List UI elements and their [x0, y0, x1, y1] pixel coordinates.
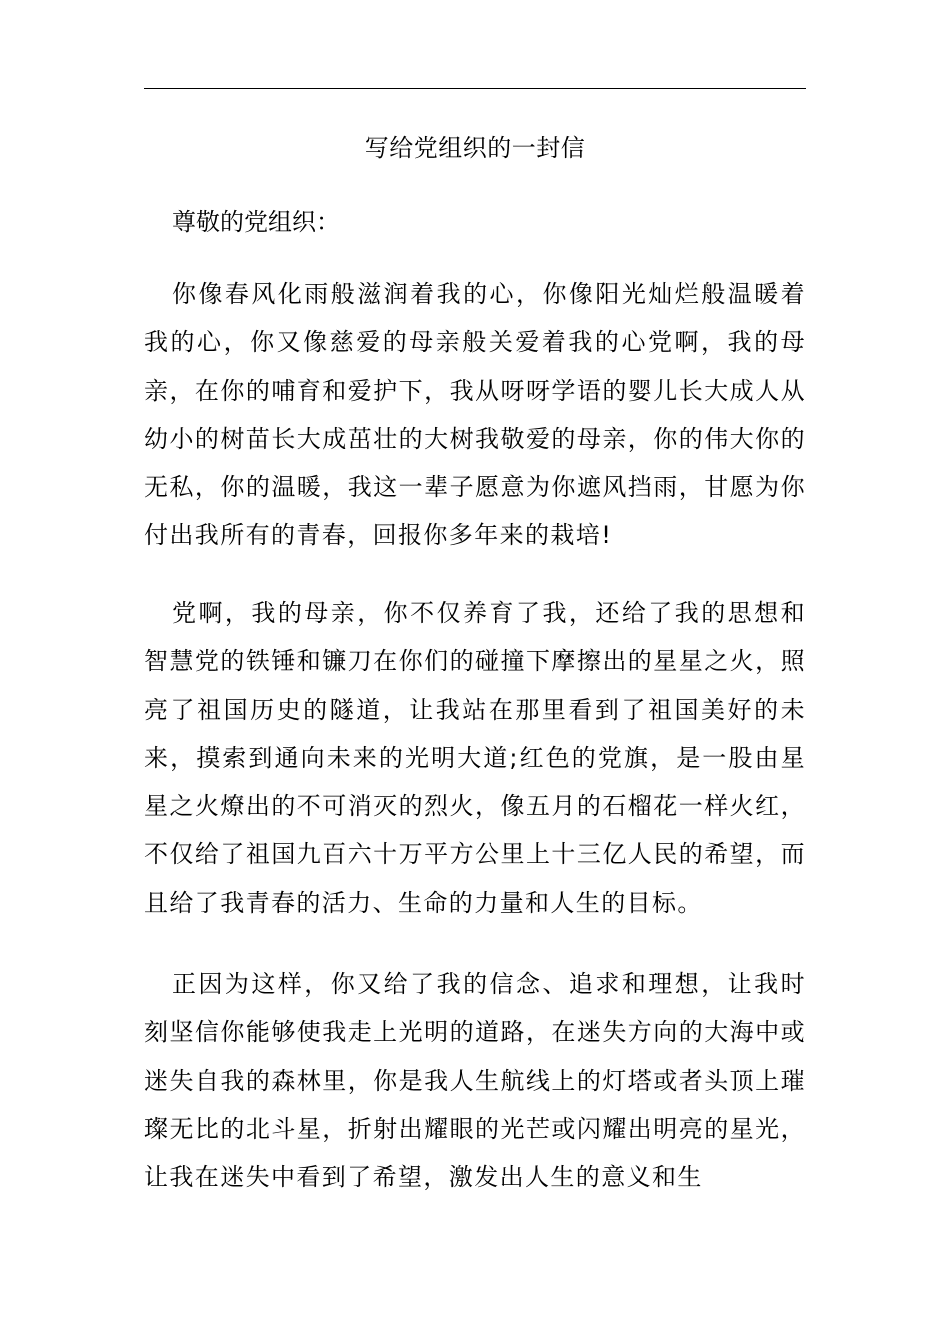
paragraph-3: 正因为这样，你又给了我的信念、追求和理想，让我时刻坚信你能够使我走上光明的道路，在迷失方向的大海中或迷失自我的森林里，你是我人生航线上的灯塔或者头顶上璀璨无比的北斗星，折射出耀眼的光芒或闪耀出明亮的星光，让我在迷失中看到了希望，激发出人生的意义和生	[144, 970, 806, 1192]
document-title: 写给党组织的一封信	[364, 134, 586, 162]
paragraph-1: 你像春风化雨般滋润着我的心，你像阳光灿烂般温暖着我的心，你又像慈爱的母亲般关爱着我的心党啊，我的母亲，在你的哺育和爱护下，我从呀呀学语的婴儿长大成人从幼小的树苗长大成茁壮的大树我敬爱的母亲，你的伟大你的无私，你的温暖，我这一辈子愿意为你遮风挡雨，甘愿为你付出我所有的青春，回报你多年来的栽培!	[144, 280, 806, 550]
header-rule	[144, 88, 806, 89]
salutation: 尊敬的党组织：	[172, 208, 340, 236]
paragraph-2: 党啊，我的母亲，你不仅养育了我，还给了我的思想和智慧党的铁锤和镰刀在你们的碰撞下摩擦出的星星之火，照亮了祖国历史的隧道，让我站在那里看到了祖国美好的未来，摸索到通向未来的光明大道;红色的党旗，是一股由星星之火燎出的不可消灭的烈火，像五月的石榴花一样火红，不仅给了祖国九百六十万平方公里上十三亿人民的希望，而且给了我青春的活力、生命的力量和人生的目标。	[144, 599, 806, 917]
